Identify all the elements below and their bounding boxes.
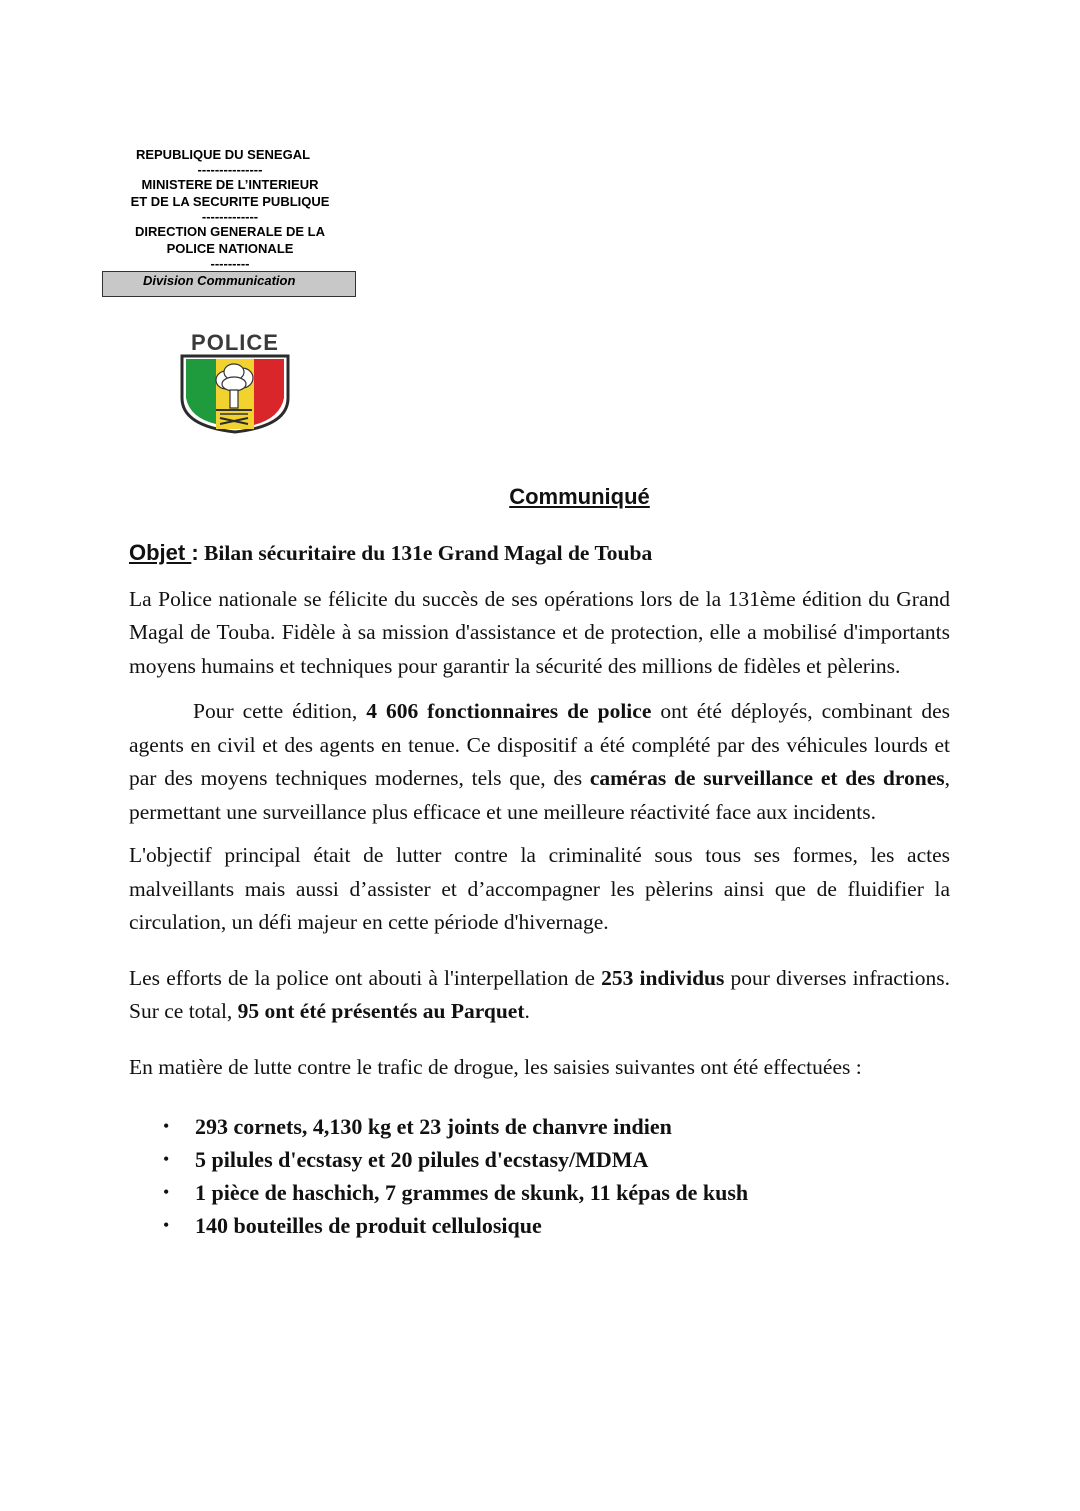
- list-item: [129, 1143, 950, 1176]
- bullet-icon: •: [163, 1215, 170, 1235]
- arrests-count: 253 individus: [601, 965, 725, 990]
- seizure-text: 140 bouteilles de produit cellulosique: [195, 1213, 542, 1238]
- separator-dashes: ---------------: [197, 162, 263, 177]
- paragraph-arrests-text: pour diverses infractions. Sur ce total,: [129, 965, 950, 1023]
- communique-body: [129, 480, 950, 1242]
- list-item: [129, 1209, 950, 1242]
- officers-count: 4 606 fonctionnaires de police: [366, 699, 652, 723]
- letterhead: [102, 146, 358, 297]
- paragraph-deployment-text: Pour cette édition,: [193, 699, 367, 723]
- paragraph-objective: L'objectif principal était de lutter contre la criminalité sous tous ses formes, les actes malveillants mais aussi d’assister et d’accompagner les pèlerins ainsi que de fluidifier la circulation, un défi majeur en cette période d'hivernage.: [129, 843, 950, 934]
- paragraph-deployment-text: ont été déployés, combinant des agents en civil et des agents en tenue. Ce dispositif a été complété par des véhicules lourds et par des moyens techniques modernes, tels que, des: [129, 699, 951, 790]
- police-emblem-icon: [176, 328, 294, 434]
- paragraph-deployment-text: , permettant une surveillance plus efficace et une meilleure réactivité face aux incidents.: [129, 766, 950, 824]
- objet-colon: :: [191, 540, 199, 565]
- bullet-icon: •: [163, 1149, 170, 1169]
- division-label: Division Communication: [102, 271, 356, 297]
- paragraph-arrests: [129, 962, 950, 1029]
- bullet-icon: •: [163, 1116, 170, 1136]
- separator-dashes: -------------: [201, 209, 259, 224]
- seizure-text: 1 pièce de haschich, 7 grammes de skunk, 11 képas de kush: [195, 1180, 749, 1205]
- objet-line: [129, 536, 950, 571]
- paragraph-drugs: En matière de lutte contre le trafic de drogue, les saisies suivantes ont été effectuées :: [129, 1054, 862, 1079]
- list-item: [129, 1110, 950, 1143]
- paragraph-arrests-text: .: [524, 999, 530, 1023]
- ministry-name-line2: ET DE LA SECURITE PUBLIQUE: [130, 194, 330, 209]
- ministry-name-line1: MINISTERE DE L’INTERIEUR: [141, 177, 319, 192]
- direction-name-line1: DIRECTION GENERALE DE LA: [135, 224, 325, 239]
- seizures-list: [129, 1110, 950, 1242]
- separator-dashes: ---------: [210, 256, 250, 271]
- equipment-highlight: caméras de surveillance et des drones: [589, 766, 945, 790]
- paragraph-arrests-text: Les efforts de la police ont abouti à l'interpellation de: [129, 965, 602, 990]
- paragraph-intro: La Police nationale se félicite du succès de ses opérations lors de la 131ème édition du Grand Magal de Touba. Fidèle à sa mission d'assistance et de protection, elle a mobilisé d'importants moyens humains et techniques pour garantir la sécurité des millions de fidèles et pèlerins.: [129, 586, 950, 678]
- police-emblem-icon: [176, 328, 294, 434]
- objet-text: Bilan sécuritaire du 131e Grand Magal de Touba: [204, 541, 653, 565]
- paragraph-deployment: [129, 695, 950, 829]
- list-item: [129, 1176, 950, 1209]
- logo-text: POLICE: [191, 330, 279, 355]
- republic-name: REPUBLIQUE DU SENEGAL: [135, 147, 311, 162]
- objet-label: Objet: [129, 540, 192, 565]
- bullet-icon: •: [163, 1182, 170, 1202]
- prosecuted-count: 95 ont été présentés au Parquet: [237, 999, 525, 1023]
- seizure-text: 5 pilules d'ecstasy et 20 pilules d'ecstasy/MDMA: [195, 1147, 649, 1172]
- direction-name-line2: POLICE NATIONALE: [166, 241, 294, 256]
- seizure-text: 293 cornets, 4,130 kg et 23 joints de chanvre indien: [195, 1114, 672, 1139]
- document-title: Communiqué: [509, 484, 650, 509]
